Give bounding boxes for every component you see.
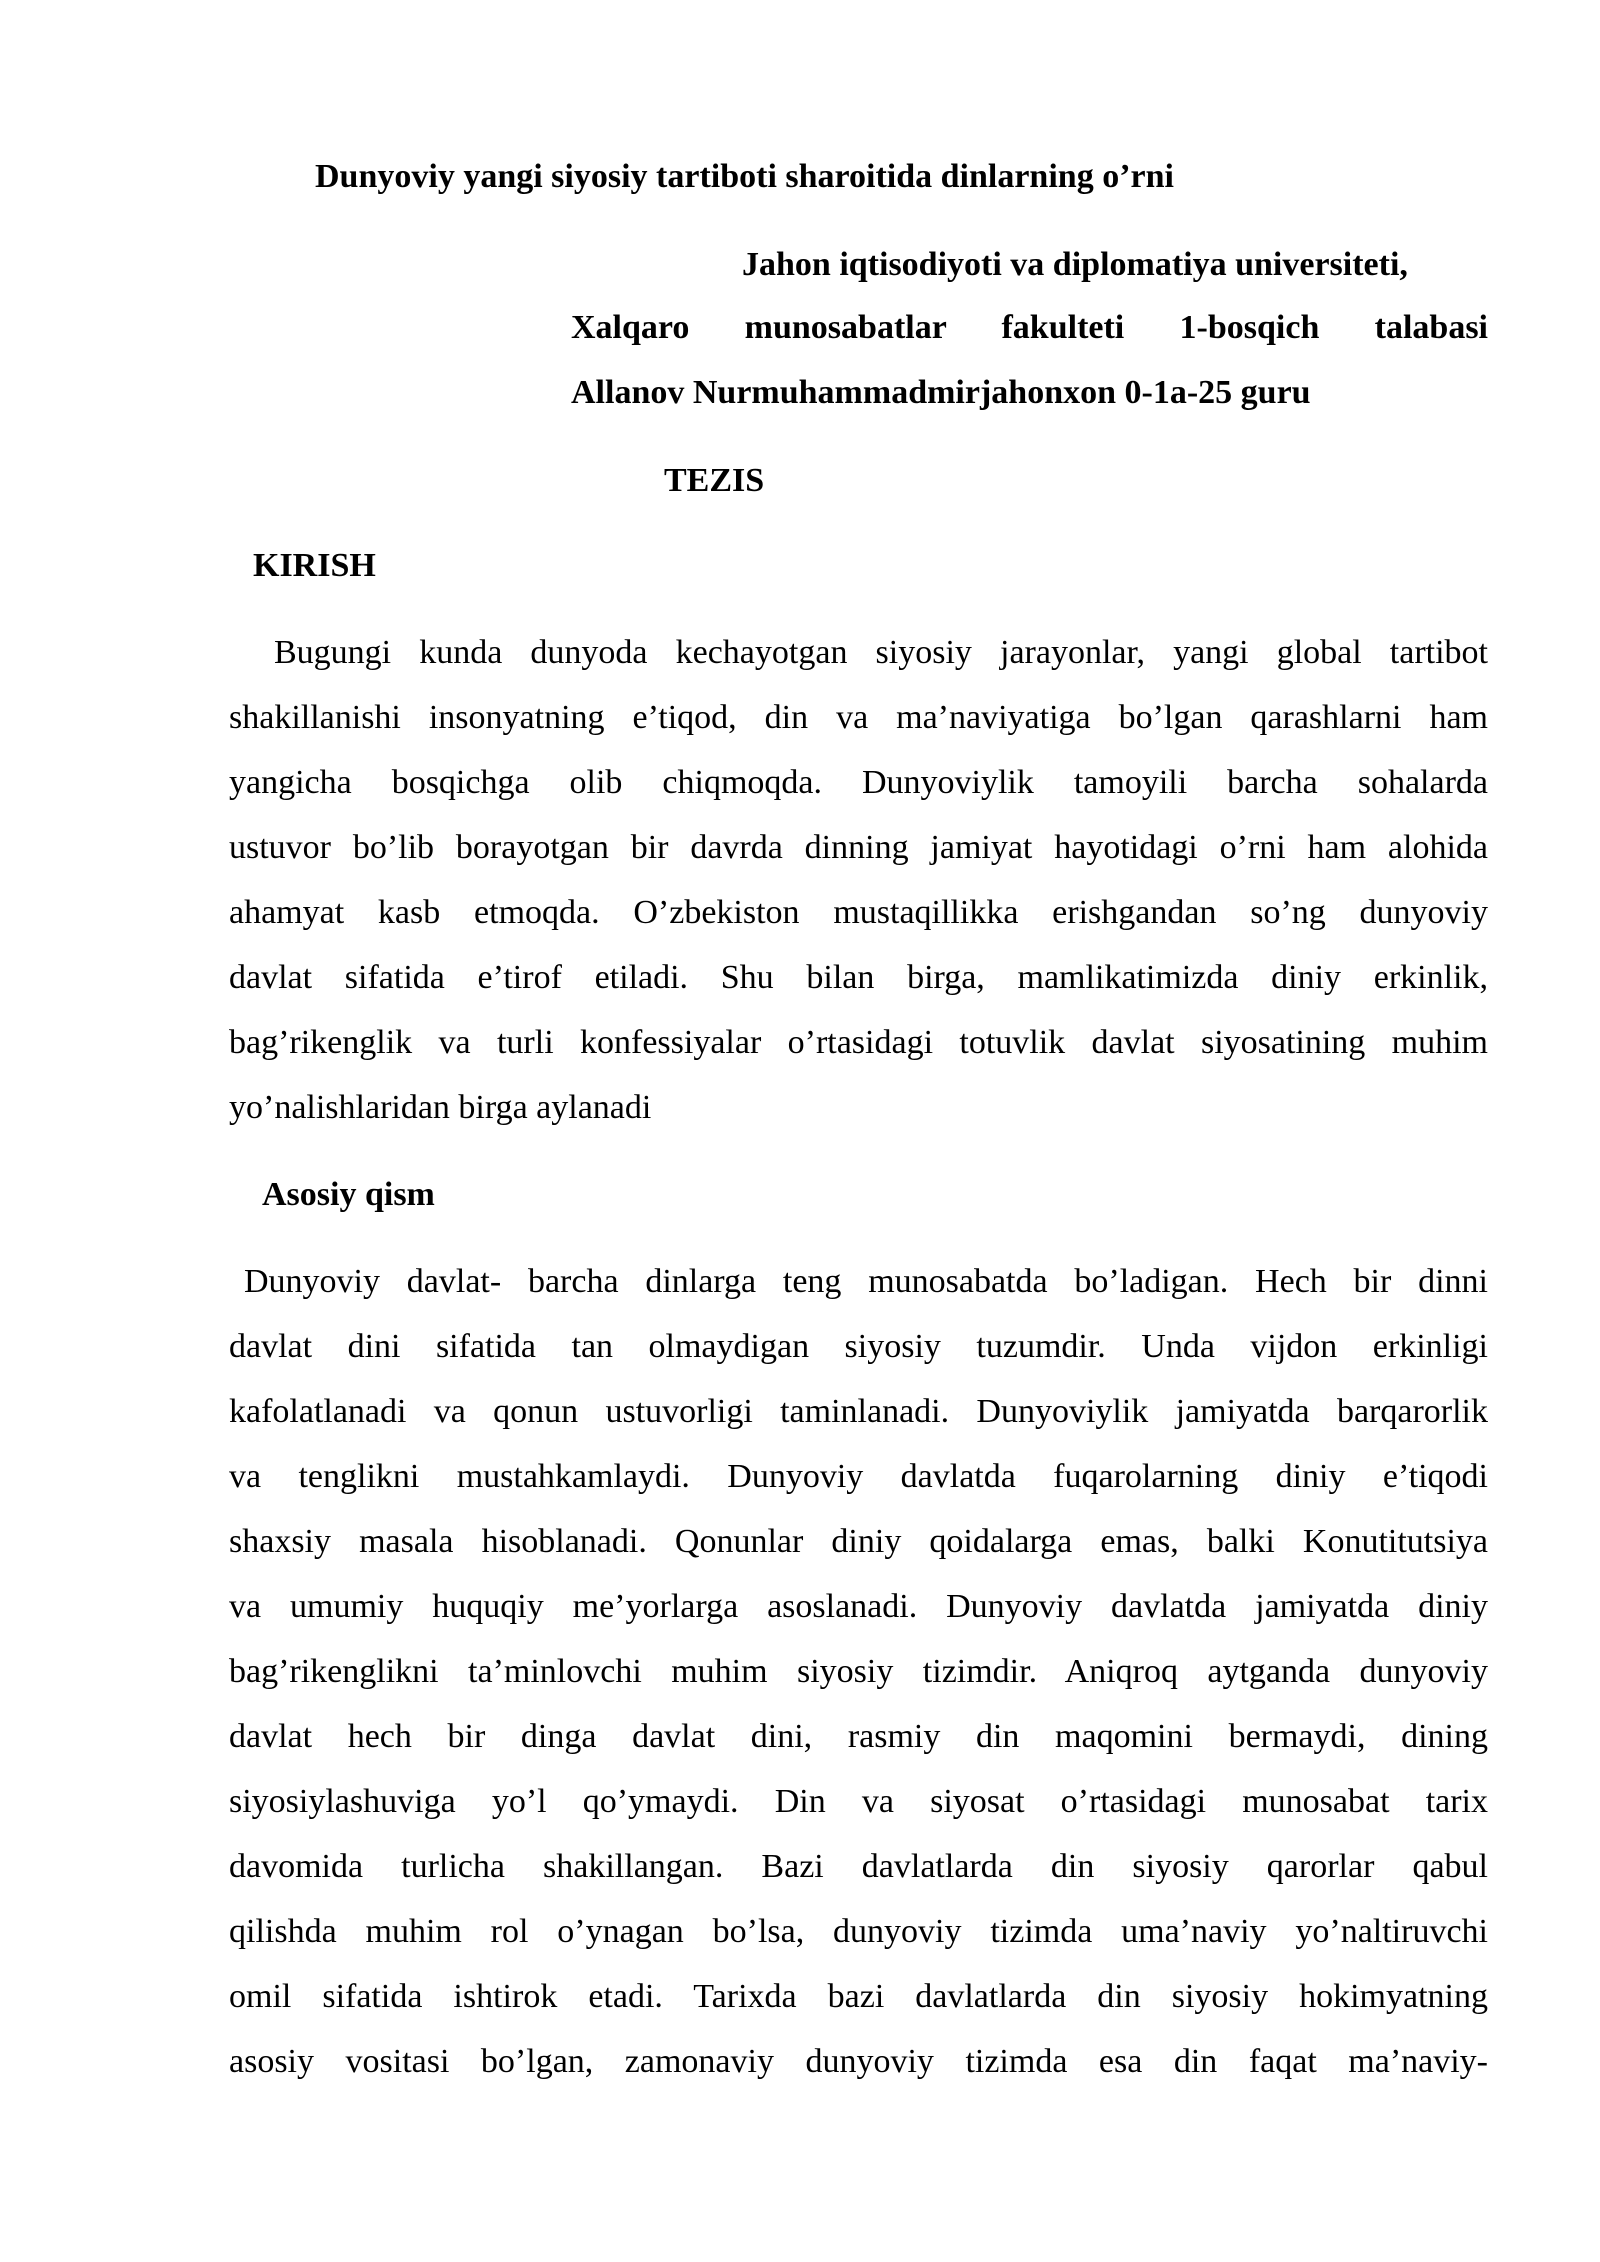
body-line: shaxsiy masala hisoblanadi. Qonunlar diniy qoidalarga emas, balki Konutitutsiya [229, 1523, 1488, 1560]
body-line: kafolatlanadi va qonun ustuvorligi taminlanadi. Dunyoviylik jamiyatda barqarorlik [229, 1393, 1488, 1430]
body-line: ahamyat kasb etmoqda. O’zbekiston mustaqillikka erishgandan so’ng dunyoviy [229, 894, 1488, 931]
body-line: bag’rikenglik va turli konfessiyalar o’rtasidagi totuvlik davlat siyosatining muhim [229, 1024, 1488, 1061]
author-name: Allanov Nurmuhammadmirjahonxon 0-1a-25 guru [571, 374, 1311, 411]
body-line: Bugungi kunda dunyoda kechayotgan siyosiy jarayonlar, yangi global tartibot [274, 634, 1488, 671]
body-line: davlat dini sifatida tan olmaydigan siyosiy tuzumdir. Unda vijdon erkinligi [229, 1328, 1488, 1365]
body-line: davomida turlicha shakillangan. Bazi davlatlarda din siyosiy qarorlar qabul [229, 1848, 1488, 1885]
body-line: omil sifatida ishtirok etadi. Tarixda bazi davlatlarda din siyosiy hokimyatning [229, 1978, 1488, 2015]
body-line: yo’nalishlaridan birga aylanadi [229, 1089, 652, 1126]
body-line: ustuvor bo’lib borayotgan bir davrda dinning jamiyat hayotidagi o’rni ham alohida [229, 829, 1488, 866]
body-line: davlat hech bir dinga davlat dini, rasmiy din maqomini bermaydi, dining [229, 1718, 1488, 1755]
body-line: bag’rikenglikni ta’minlovchi muhim siyosiy tizimdir. Aniqroq aytganda dunyoviy [229, 1653, 1488, 1690]
doc-type-label: TEZIS [664, 462, 765, 499]
body-line: qilishda muhim rol o’ynagan bo’lsa, dunyoviy tizimda uma’naviy yo’naltiruvchi [229, 1913, 1488, 1950]
body-line: va umumiy huquqiy me’yorlarga asoslanadi. Dunyoviy davlatda jamiyatda diniy [229, 1588, 1488, 1625]
author-university: Jahon iqtisodiyoti va diplomatiya universiteti, [742, 246, 1408, 283]
document-title: Dunyoviy yangi siyosiy tartiboti sharoitida dinlarning o’rni [315, 158, 1174, 195]
body-line: shakillanishi insonyatning e’tiqod, din va ma’naviyatiga bo’lgan qarashlarni ham [229, 699, 1488, 736]
body-line: va tenglikni mustahkamlaydi. Dunyoviy davlatda fuqarolarning diniy e’tiqodi [229, 1458, 1488, 1495]
body-line: yangicha bosqichga olib chiqmoqda. Dunyoviylik tamoyili barcha sohalarda [229, 764, 1488, 801]
body-line: Dunyoviy davlat- barcha dinlarga teng munosabatda bo’ladigan. Hech bir dinni [244, 1263, 1488, 1300]
section-heading-asosiy-qism: Asosiy qism [262, 1176, 435, 1213]
section-heading-kirish: KIRISH [253, 547, 376, 584]
body-line: siyosiylashuviga yo’l qo’ymaydi. Din va siyosat o’rtasidagi munosabat tarix [229, 1783, 1488, 1820]
body-line: davlat sifatida e’tirof etiladi. Shu bilan birga, mamlikatimizda diniy erkinlik, [229, 959, 1488, 996]
author-faculty: Xalqaro munosabatlar fakulteti 1-bosqich talabasi [571, 309, 1488, 346]
body-line: asosiy vositasi bo’lgan, zamonaviy dunyoviy tizimda esa din faqat ma’naviy- [229, 2043, 1488, 2080]
